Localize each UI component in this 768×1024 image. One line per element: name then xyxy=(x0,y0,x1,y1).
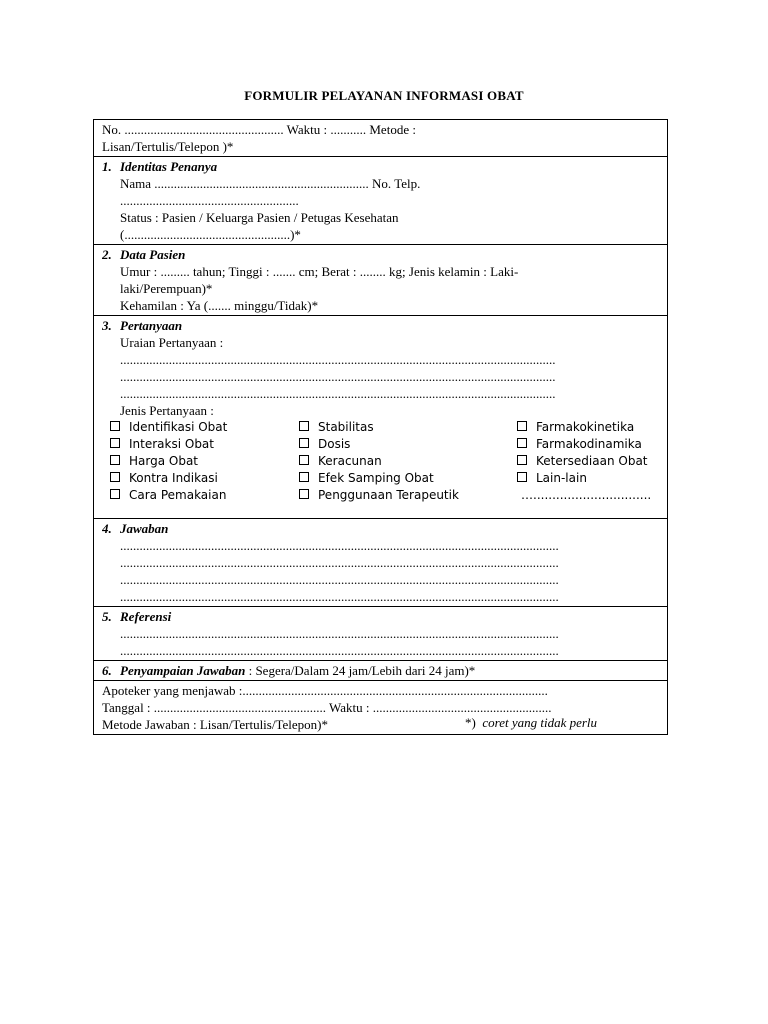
option-farmakokinetika[interactable]: Farmakokinetika xyxy=(517,419,657,436)
option-penggunaan-terapeutik[interactable]: Penggunaan Terapeutik xyxy=(299,487,517,504)
section-number: 6. xyxy=(102,663,112,678)
section-heading: Pertanyaan xyxy=(120,318,183,333)
uraian-line[interactable]: ...................................................................................................................................... xyxy=(120,369,556,384)
header-line-2: Lisan/Tertulis/Telepon )* xyxy=(102,139,234,154)
checkbox-icon[interactable] xyxy=(517,438,527,448)
uraian-line[interactable]: ...................................................................................................................................... xyxy=(120,352,556,367)
uraian-label: Uraian Pertanyaan : xyxy=(120,335,224,350)
jawaban-line[interactable]: ....................................................................................................................................... xyxy=(120,572,559,587)
section-identitas xyxy=(94,156,667,244)
checkbox-icon[interactable] xyxy=(110,438,120,448)
checkbox-icon[interactable] xyxy=(299,489,309,499)
jenis-label: Jenis Pertanyaan : xyxy=(120,403,214,418)
referensi-line[interactable]: ....................................................................................................................................... xyxy=(120,626,559,641)
jawaban-line[interactable]: ....................................................................................................................................... xyxy=(120,538,559,553)
section-data-pasien xyxy=(94,244,667,315)
section-number: 5. xyxy=(102,609,112,624)
checkbox-icon[interactable] xyxy=(299,455,309,465)
checkbox-icon[interactable] xyxy=(299,472,309,482)
checkbox-icon[interactable] xyxy=(110,472,120,482)
option-ketersediaan-obat[interactable]: Ketersediaan Obat xyxy=(517,453,657,470)
section-penyampaian xyxy=(94,660,667,680)
option-lain-lain-input[interactable]: …............................... xyxy=(521,488,652,502)
option-efek-samping-obat[interactable]: Efek Samping Obat xyxy=(299,470,517,487)
option-cara-pemakaian[interactable]: Cara Pemakaian xyxy=(110,487,299,504)
status-field[interactable]: Status : Pasien / Keluarga Pasien / Petugas Kesehatan xyxy=(120,210,399,225)
section-heading: Referensi xyxy=(120,609,172,624)
section-number: 4. xyxy=(102,521,112,536)
option-kontra-indikasi[interactable]: Kontra Indikasi xyxy=(110,470,299,487)
option-lain-lain[interactable]: Lain-lain xyxy=(517,470,657,487)
option-dosis[interactable]: Dosis xyxy=(299,436,517,453)
jenis-options xyxy=(102,419,659,504)
option-harga-obat[interactable]: Harga Obat xyxy=(110,453,299,470)
checkbox-icon[interactable] xyxy=(517,472,527,482)
section-number: 2. xyxy=(102,247,112,262)
option-keracunan[interactable]: Keracunan xyxy=(299,453,517,470)
section-number: 1. xyxy=(102,159,112,174)
status-other-field[interactable]: (...................................................)* xyxy=(120,227,301,242)
section-heading: Jawaban xyxy=(120,521,169,536)
section-number: 3. xyxy=(102,318,112,333)
checkbox-icon[interactable] xyxy=(110,421,120,431)
tanggal-waktu-field[interactable]: Tanggal : ..................................................... Waktu : ....................................................... xyxy=(102,700,552,715)
kehamilan-field[interactable]: Kehamilan : Ya (....... minggu/Tidak)* xyxy=(120,298,319,313)
referensi-line[interactable]: ....................................................................................................................................... xyxy=(120,643,559,658)
umur-tinggi-berat-field[interactable]: Umur : ......... tahun; Tinggi : ....... cm; Berat : ........ kg; Jenis kelamin : Laki- xyxy=(120,264,519,279)
checkbox-icon[interactable] xyxy=(110,455,120,465)
telp-field[interactable]: ....................................................... xyxy=(120,193,299,208)
option-farmakodinamika[interactable]: Farmakodinamika xyxy=(517,436,657,453)
header-line-1[interactable]: No. ................................................. Waktu : ........... Metode : xyxy=(102,122,416,137)
checkbox-icon[interactable] xyxy=(299,421,309,431)
option-interaksi-obat[interactable]: Interaksi Obat xyxy=(110,436,299,453)
header-row xyxy=(94,120,667,156)
option-identifikasi-obat[interactable]: Identifikasi Obat xyxy=(110,419,299,436)
checkbox-icon[interactable] xyxy=(299,438,309,448)
checkbox-icon[interactable] xyxy=(517,455,527,465)
jawaban-line[interactable]: ....................................................................................................................................... xyxy=(120,555,559,570)
section-referensi xyxy=(94,606,667,660)
section-heading: Identitas Penanya xyxy=(120,159,218,174)
footnote-text: coret yang tidak perlu xyxy=(482,715,598,730)
footnote-mark: *) xyxy=(465,715,476,730)
penyampaian-options[interactable]: : Segera/Dalam 24 jam/Lebih dari 24 jam)* xyxy=(245,663,476,678)
checkbox-icon[interactable] xyxy=(517,421,527,431)
section-heading: Penyampaian Jawaban xyxy=(120,663,246,678)
footnote xyxy=(465,714,597,731)
metode-jawaban-field[interactable]: Metode Jawaban : Lisan/Tertulis/Telepon)* xyxy=(102,717,328,732)
apoteker-field[interactable]: Apoteker yang menjawab :.............................................................................................. xyxy=(102,683,548,698)
section-heading: Data Pasien xyxy=(120,247,186,262)
section-pertanyaan xyxy=(94,315,667,518)
nama-field[interactable]: Nama .................................................................. No. Telp. xyxy=(120,176,421,191)
checkbox-icon[interactable] xyxy=(110,489,120,499)
info-form-table xyxy=(93,119,668,735)
jawaban-line[interactable]: ....................................................................................................................................... xyxy=(120,589,559,604)
uraian-line[interactable]: ...................................................................................................................................... xyxy=(120,386,556,401)
form-title: FORMULIR PELAYANAN INFORMASI OBAT xyxy=(244,88,524,103)
section-jawaban xyxy=(94,518,667,606)
option-stabilitas[interactable]: Stabilitas xyxy=(299,419,517,436)
jenis-kelamin-field[interactable]: laki/Perempuan)* xyxy=(120,281,213,296)
